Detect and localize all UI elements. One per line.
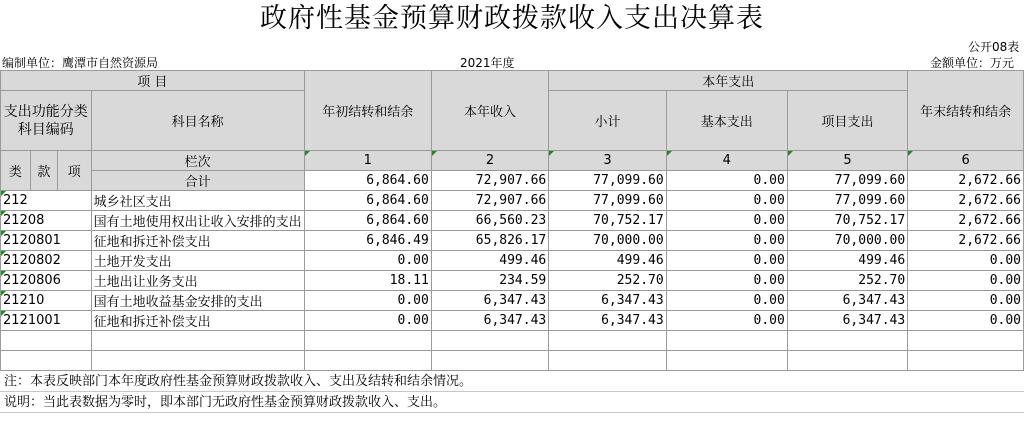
row-name[interactable]: 征地和拆迁补偿支出 — [91, 231, 304, 251]
row-cell[interactable]: 0.00 — [666, 251, 787, 271]
empty-cell[interactable] — [431, 351, 548, 371]
empty-cell[interactable] — [549, 351, 666, 371]
row-cell[interactable]: 252.70 — [787, 271, 907, 291]
row-cell[interactable]: 6,347.43 — [787, 311, 907, 331]
empty-cell[interactable] — [787, 331, 907, 351]
empty-cell[interactable] — [908, 331, 1024, 351]
row-cell[interactable]: 2,672.66 — [908, 191, 1024, 211]
row-cell[interactable]: 66,560.23 — [431, 211, 548, 231]
header-subject-name: 科目名称 — [91, 91, 304, 151]
col-num: 6 — [908, 151, 1024, 171]
header-end-balance: 年末结转和结余 — [908, 71, 1024, 151]
table-row — [1, 311, 1024, 331]
row-name[interactable]: 城乡社区支出 — [91, 191, 304, 211]
empty-cell[interactable] — [666, 351, 787, 371]
row-code[interactable]: 2120802 — [1, 251, 92, 271]
row-cell[interactable]: 499.46 — [549, 251, 666, 271]
row-cell[interactable]: 70,000.00 — [549, 231, 666, 251]
row-cell[interactable]: 499.46 — [787, 251, 907, 271]
col-num: 1 — [304, 151, 431, 171]
row-cell[interactable]: 0.00 — [666, 191, 787, 211]
row-cell[interactable]: 0.00 — [666, 211, 787, 231]
row-name[interactable]: 征地和拆迁补偿支出 — [91, 311, 304, 331]
empty-cell[interactable] — [908, 351, 1024, 371]
row-name[interactable]: 土地开发支出 — [91, 251, 304, 271]
row-cell[interactable]: 6,347.43 — [431, 291, 548, 311]
row-cell[interactable]: 18.11 — [304, 271, 431, 291]
header-income: 本年收入 — [431, 71, 548, 151]
row-code[interactable]: 212 — [1, 191, 92, 211]
header-xiang: 项 — [57, 151, 91, 191]
form-code: 公开08表 — [968, 40, 1020, 54]
row-cell[interactable]: 6,347.43 — [787, 291, 907, 311]
header-project: 项目支出 — [787, 91, 907, 151]
empty-cell[interactable] — [666, 331, 787, 351]
row-cell[interactable]: 70,752.17 — [787, 211, 907, 231]
empty-row — [1, 351, 1024, 371]
col-num: 5 — [787, 151, 907, 171]
row-name[interactable]: 国有土地收益基金安排的支出 — [91, 291, 304, 311]
row-cell[interactable]: 72,907.66 — [431, 191, 548, 211]
total-cell[interactable]: 2,672.66 — [908, 171, 1024, 191]
page-title: 政府性基金预算财政拨款收入支出决算表 — [260, 3, 764, 34]
table-row — [1, 231, 1024, 251]
compiling-unit: 编制单位：鹰潭市自然资源局 — [2, 56, 159, 70]
row-cell[interactable]: 0.00 — [666, 231, 787, 251]
budget-table — [0, 70, 1024, 371]
row-cell[interactable]: 0.00 — [666, 311, 787, 331]
empty-cell[interactable] — [91, 331, 304, 351]
row-cell[interactable]: 0.00 — [908, 311, 1024, 331]
row-cell[interactable]: 0.00 — [304, 251, 431, 271]
header-item: 项 目 — [1, 71, 305, 91]
row-cell[interactable]: 70,752.17 — [549, 211, 666, 231]
empty-cell[interactable] — [431, 331, 548, 351]
row-cell[interactable]: 234.59 — [431, 271, 548, 291]
total-cell[interactable]: 77,099.60 — [787, 171, 907, 191]
row-cell[interactable]: 6,864.60 — [304, 191, 431, 211]
row-cell[interactable]: 77,099.60 — [549, 191, 666, 211]
row-name[interactable]: 国有土地使用权出让收入安排的支出 — [91, 211, 304, 231]
row-code[interactable]: 2120806 — [1, 271, 92, 291]
row-cell[interactable]: 0.00 — [304, 311, 431, 331]
row-cell[interactable]: 0.00 — [908, 251, 1024, 271]
empty-cell[interactable] — [91, 351, 304, 371]
footnote-2: 说明：当此表数据为零时，即本部门无政府性基金预算财政拨款收入、支出。 — [4, 395, 447, 410]
total-cell[interactable]: 72,907.66 — [431, 171, 548, 191]
empty-cell[interactable] — [1, 331, 92, 351]
header-lanci: 栏次 — [91, 151, 304, 171]
footnote-1: 注：本表反映部门本年度政府性基金预算财政拨款收入、支出及结转和结余情况。 — [4, 374, 473, 389]
row-cell[interactable]: 0.00 — [666, 271, 787, 291]
col-num: 2 — [431, 151, 548, 171]
row-code[interactable]: 21208 — [1, 211, 92, 231]
header-begin-balance: 年初结转和结余 — [304, 71, 431, 151]
header-lei: 类 — [1, 151, 31, 191]
empty-row — [1, 331, 1024, 351]
table-row — [1, 251, 1024, 271]
total-cell[interactable]: 0.00 — [666, 171, 787, 191]
empty-cell[interactable] — [787, 351, 907, 371]
empty-cell[interactable] — [304, 351, 431, 371]
col-num: 3 — [549, 151, 666, 171]
header-kuan: 款 — [30, 151, 57, 191]
table-row — [1, 211, 1024, 231]
row-cell[interactable]: 499.46 — [431, 251, 548, 271]
row-code[interactable]: 21210 — [1, 291, 92, 311]
row-name[interactable]: 土地出让业务支出 — [91, 271, 304, 291]
total-cell[interactable]: 6,864.60 — [304, 171, 431, 191]
row-cell[interactable]: 77,099.60 — [787, 191, 907, 211]
row-cell[interactable]: 70,000.00 — [787, 231, 907, 251]
col-num: 4 — [666, 151, 787, 171]
row-cell[interactable]: 0.00 — [908, 271, 1024, 291]
fiscal-year: 2021年度 — [460, 56, 515, 70]
row-cell[interactable]: 6,347.43 — [549, 291, 666, 311]
row-cell[interactable]: 6,347.43 — [431, 311, 548, 331]
row-cell[interactable]: 6,864.60 — [304, 211, 431, 231]
empty-cell[interactable] — [1, 351, 92, 371]
row-cell[interactable]: 2,672.66 — [908, 231, 1024, 251]
header-current-year-expense: 本年支出 — [549, 71, 908, 91]
empty-cell[interactable] — [304, 331, 431, 351]
row-cell[interactable]: 6,846.49 — [304, 231, 431, 251]
row-cell[interactable]: 0.00 — [908, 291, 1024, 311]
table-row — [1, 291, 1024, 311]
row-code[interactable]: 2121001 — [1, 311, 92, 331]
header-basic: 基本支出 — [666, 91, 787, 151]
row-code[interactable]: 2120801 — [1, 231, 92, 251]
row-cell[interactable]: 0.00 — [666, 291, 787, 311]
total-label: 合计 — [91, 171, 304, 191]
total-cell[interactable]: 77,099.60 — [549, 171, 666, 191]
header-func-code: 支出功能分类科目编码 — [1, 91, 92, 151]
empty-cell[interactable] — [549, 331, 666, 351]
header-subtotal: 小计 — [549, 91, 666, 151]
row-cell[interactable]: 0.00 — [304, 291, 431, 311]
row-cell[interactable]: 6,347.43 — [549, 311, 666, 331]
amount-unit: 金额单位：万元 — [930, 56, 1015, 70]
row-cell[interactable]: 2,672.66 — [908, 211, 1024, 231]
table-row — [1, 191, 1024, 211]
table-row — [1, 271, 1024, 291]
row-cell[interactable]: 65,826.17 — [431, 231, 548, 251]
row-cell[interactable]: 252.70 — [549, 271, 666, 291]
